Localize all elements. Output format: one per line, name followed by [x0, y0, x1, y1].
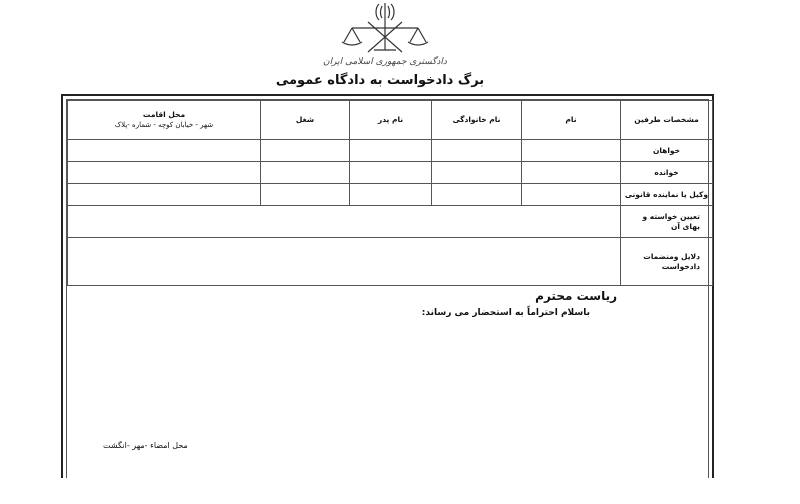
row-label-demand: تعیین خواسته و بهای آن — [621, 206, 713, 238]
col-header-residence — [68, 101, 261, 140]
table-header-row — [68, 101, 713, 140]
field-plaintiff-address[interactable] — [68, 140, 261, 162]
row-label-attorney: وکیل یا نماینده قانونی — [621, 184, 713, 206]
greeting-line: باسلام احتراماً به استحضار می رساند: — [421, 308, 590, 318]
field-defendant-name[interactable] — [522, 162, 621, 184]
form-title: برگ دادخواست به دادگاه عمومی — [275, 73, 485, 88]
scales-emblem-icon — [330, 0, 440, 58]
field-plaintiff-father[interactable] — [350, 140, 432, 162]
field-defendant-father[interactable] — [350, 162, 432, 184]
row-label-defendant: خوانده — [621, 162, 713, 184]
field-attorney-address[interactable] — [68, 184, 261, 206]
col-header-father-name: نام پدر — [350, 101, 432, 140]
parties-table — [67, 100, 713, 286]
row-label-evidence: دلایل ومنضمات دادخواست — [621, 238, 713, 286]
row-label-plaintiff: خواهان — [621, 140, 713, 162]
petition-body[interactable] — [67, 283, 712, 488]
field-attorney-name[interactable] — [522, 184, 621, 206]
field-defendant-job[interactable] — [261, 162, 350, 184]
col-header-first-name: نام — [522, 101, 621, 140]
signature-line: محل امضاء -مهر -انگشت — [103, 441, 188, 450]
table-row — [68, 140, 713, 162]
field-evidence[interactable] — [68, 238, 621, 286]
col-header-last-name: نام خانوادگی — [432, 101, 522, 140]
residence-subtitle: شهر - خیابان کوچه - شماره -پلاک — [114, 121, 214, 130]
table-row — [68, 184, 713, 206]
field-demand[interactable] — [68, 206, 621, 238]
table-row — [68, 206, 713, 238]
field-defendant-lastname[interactable] — [432, 162, 522, 184]
field-attorney-job[interactable] — [261, 184, 350, 206]
field-plaintiff-job[interactable] — [261, 140, 350, 162]
col-header-occupation: شغل — [261, 101, 350, 140]
field-plaintiff-lastname[interactable] — [432, 140, 522, 162]
field-defendant-address[interactable] — [68, 162, 261, 184]
judiciary-caption: دادگستری جمهوری اسلامی ایران — [323, 57, 447, 67]
petition-form — [61, 94, 714, 478]
judiciary-emblem — [330, 0, 440, 58]
residence-label: محل اقامت — [142, 109, 186, 119]
field-plaintiff-name[interactable] — [522, 140, 621, 162]
table-row — [68, 162, 713, 184]
col-header-parties: مشخصات طرفین — [621, 101, 713, 140]
salutation: ریاست محترم — [535, 289, 617, 303]
field-attorney-father[interactable] — [350, 184, 432, 206]
table-row — [68, 238, 713, 286]
field-attorney-lastname[interactable] — [432, 184, 522, 206]
